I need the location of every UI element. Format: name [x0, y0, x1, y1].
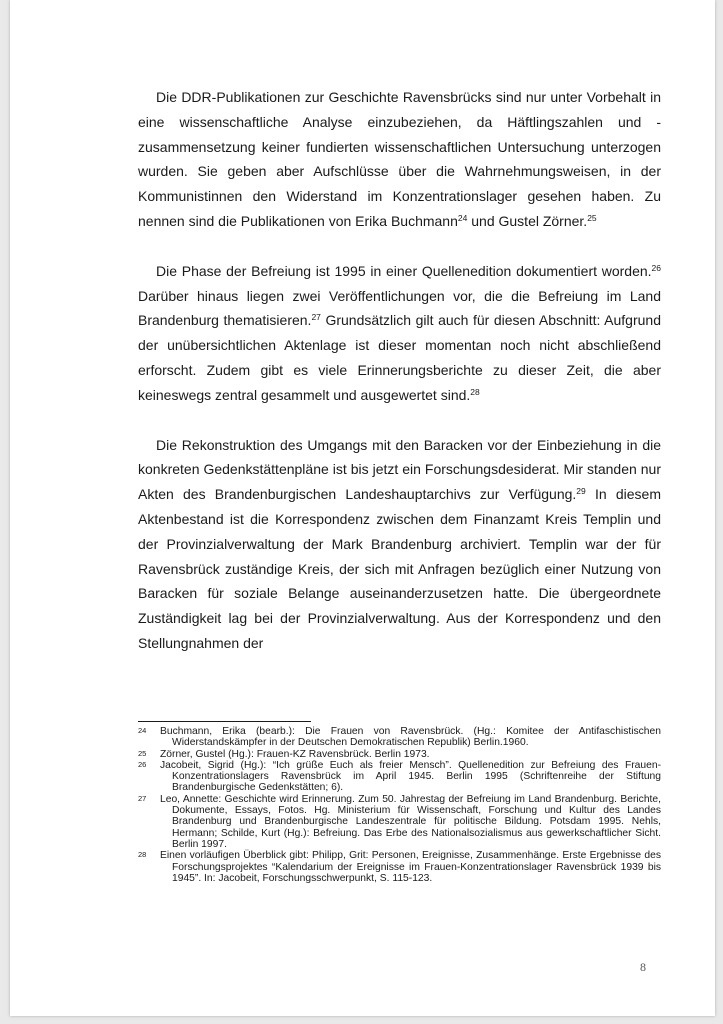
footnote: [138, 850, 661, 884]
paragraph-text: Darüber hinaus liegen zwei Veröffentlichungen vor, die die Befreiung im Land Brandenburg thematisieren.: [138, 287, 661, 329]
footnote-reference: 26: [651, 262, 661, 273]
footnote-reference: 29: [576, 486, 586, 497]
footnote-reference: 24: [457, 212, 468, 223]
footnote-text: Zörner, Gustel (Hg.): Frauen-KZ Ravensbrück. Berlin 1973.: [160, 748, 430, 760]
footnote: [138, 749, 661, 760]
body-paragraph: [138, 85, 661, 234]
footnotes: [138, 726, 661, 884]
footnote-reference: 27: [311, 312, 321, 323]
footnote: [138, 794, 661, 850]
footnote-text: Leo, Annette: Geschichte wird Erinnerung. Zum 50. Jahrestag der Befreiung im Land Brandenburg. Berichte, Dokumente, Essays, Fotos. Hg. Ministerium für Wissenschaft, Forschung und Kultur des Landes Brandenburg und Brandenburgische Landeszentrale für politische Bildung. Potsdam 1995. Nehls, Hermann; Schilde, Kurt (Hg.): Befreiung. Das Erbe des Nationalsozialismus aus gewerkschaftlicher Sicht. Berlin 1997.: [160, 793, 661, 850]
paragraph-text: In diesem Aktenbestand ist die Korrespondenz zwischen dem Finanzamt Kreis Templin und der Provinzialverwaltung der Mark Brandenburg archiviert. Templin war der für Ravensbrück zuständige Kreis, der sich mit Anfragen bezüglich einer Nutzung von Baracken für soziale Belange auseinanderzusetzen hatte. Die übergeordnete Zuständigkeit lag bei der Provinzialverwaltung. Aus der Korrespondenz und den Stellungnahmen der: [138, 486, 661, 651]
footnote: [138, 760, 661, 794]
paragraph-text: Die Phase der Befreiung ist 1995 in einer Quellenedition dokumentiert worden.: [156, 262, 652, 279]
paragraph-text: und Gustel Zörner.: [467, 212, 588, 229]
footnote-reference: 25: [587, 212, 597, 223]
paragraph-text: Grundsätzlich gilt auch für diesen Abschnitt: Aufgrund der unübersichtlichen Aktenlage ist dieser momentan noch nicht abschließend erforscht. Zudem gibt es viele Erinnerungsberichte zu dieser Zeit, die aber keineswegs zentral gesammelt und ausgewertet sind.: [138, 312, 661, 403]
body-text: [138, 85, 661, 681]
footnote-text: Buchmann, Erika (bearb.): Die Frauen von Ravensbrück. (Hg.: Komitee der Antifaschistischen Widerstandskämpfer in der Deutschen Demokratischen Republik) Berlin.1960.: [160, 726, 661, 749]
footnote: [138, 726, 661, 749]
footnote-number: 28: [138, 850, 147, 860]
footnote-number: 27: [138, 793, 147, 803]
document-page: [10, 0, 715, 1016]
footnote-separator: [138, 721, 311, 722]
paragraph-text: Die Rekonstruktion des Umgangs mit den Baracken vor der Einbeziehung in die konkreten Gedenkstättenpläne ist bis jetzt ein Forschungsdesiderat. Mir standen nur Akten des Brandenburgischen Landeshauptarchivs zur Verfügung.: [138, 436, 661, 503]
footnote-number: 26: [138, 759, 147, 769]
footnote-reference: 28: [470, 386, 480, 397]
footnote-number: 24: [138, 726, 147, 735]
footnote-text: Einen vorläufigen Überblick gibt: Philipp, Grit: Personen, Ereignisse, Zusammenhänge. Erste Ergebnisse des Forschungsprojektes “Kalendarium der Ereignisse im Frauen-Konzentrationslager Ravensbrück 1939 bis 1945”. In: Jacobeit, Forschungsschwerpunkt, S. 115-123.: [160, 850, 661, 884]
footnote-number: 25: [138, 748, 147, 758]
footnote-text: Jacobeit, Sigrid (Hg.): “Ich grüße Euch als freier Mensch”. Quellenedition zur Befreiung des Frauen-Konzentrationslagers Ravensbrück im April 1945. Berlin 1995 (Schriftenreihe der Stiftung Brandenburgische Gedenkstätten; 6).: [160, 759, 661, 794]
body-paragraph: [138, 259, 661, 408]
page-number: 8: [640, 960, 646, 974]
paragraph-text: Die DDR-Publikationen zur Geschichte Ravensbrücks sind nur unter Vorbehalt in eine wissenschaftliche Analyse einzubeziehen, da Häftlingszahlen und -zusammensetzung keiner fundierten wissenschaftlichen Untersuchung unterzogen wurden. Sie geben aber Aufschlüsse über die Wahrnehmungsweisen, in der Kommunistinnen den Widerstand im Konzentrationslager gesehen haben. Zu nennen sind die Publikationen von Erika Buchmann: [138, 89, 661, 229]
body-paragraph: [138, 433, 661, 656]
